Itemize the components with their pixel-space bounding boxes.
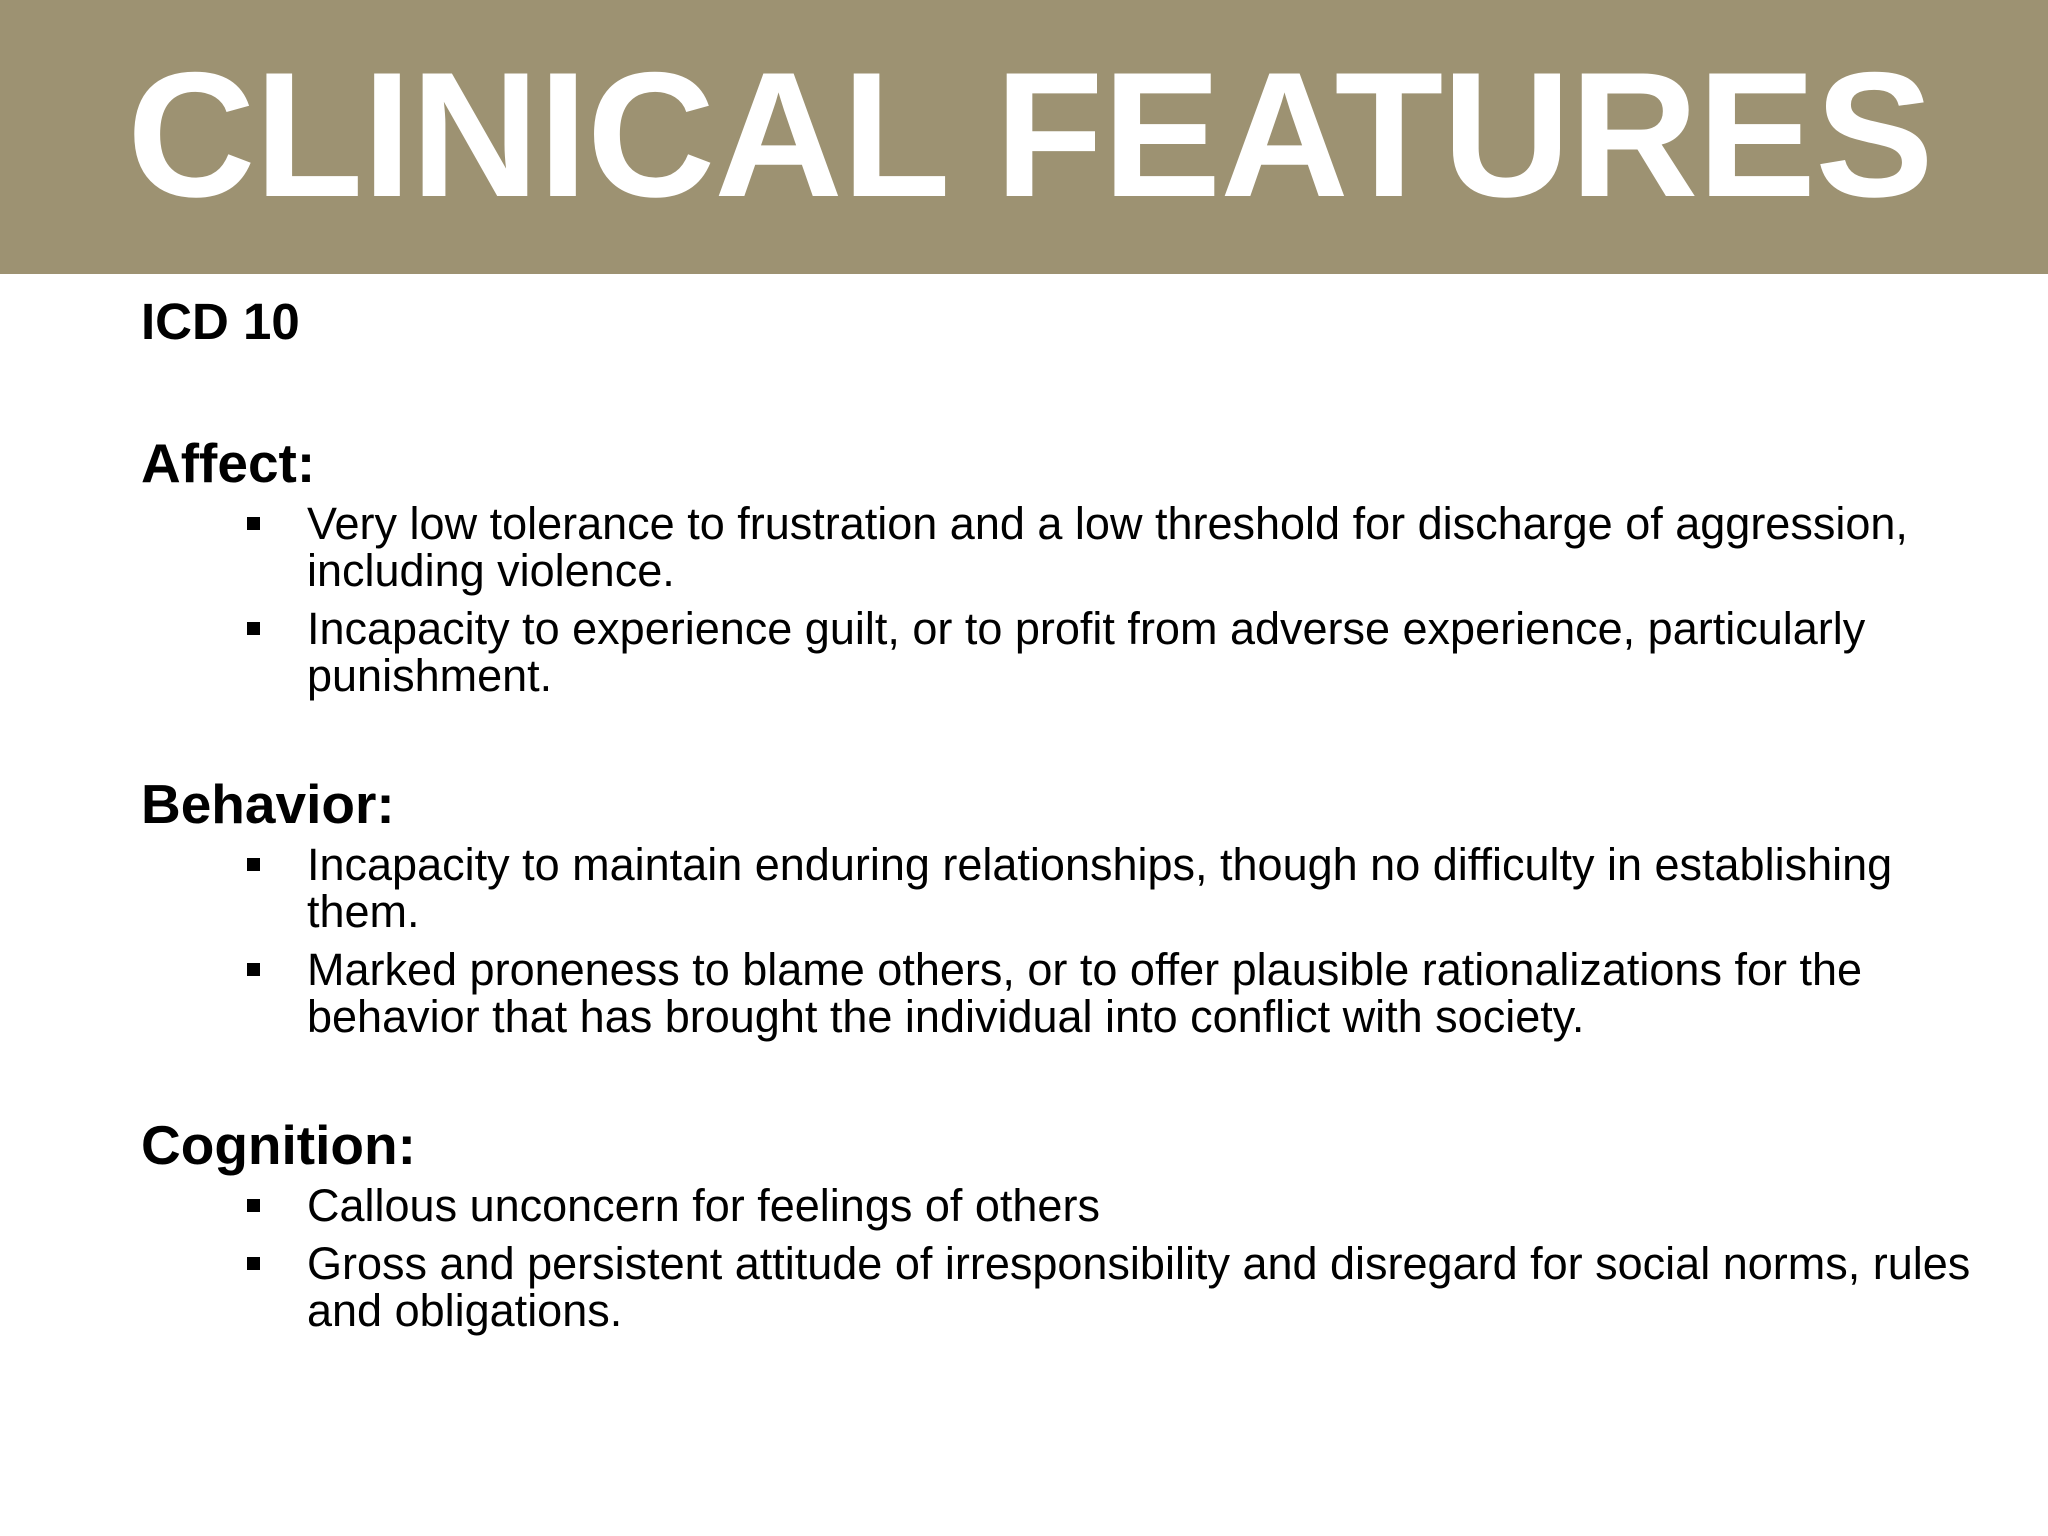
bullet-list [141,500,2001,699]
bullet-list [141,1182,2001,1334]
bullet-text: Incapacity to experience guilt, or to profit from adverse experience, particularly punishment. [307,603,1866,701]
bullet-text: Gross and persistent attitude of irresponsibility and disregard for social norms, rules and obligations. [307,1238,1971,1336]
bullet-item [141,500,2001,594]
section-affect [141,430,2001,699]
section-cognition [141,1112,2001,1334]
section-heading: Behavior: [141,773,395,835]
bullet-text: Incapacity to maintain enduring relationships, though no difficulty in establishing them. [307,839,1893,937]
section-heading: Cognition: [141,1114,416,1176]
title-bar [0,0,2048,274]
bullet-text: Callous unconcern for feelings of others [307,1180,1100,1231]
square-bullet-icon [247,622,260,635]
square-bullet-icon [247,1199,260,1212]
slide-title: CLINICAL FEATURES [127,35,1933,234]
bullet-item [141,1240,2001,1334]
bullet-item [141,841,2001,935]
square-bullet-icon [247,858,260,871]
bullet-text: Marked proneness to blame others, or to offer plausible rationalizations for the behavior that has brought the individual into conflict with society. [307,944,1863,1042]
bullet-item [141,946,2001,1040]
section-behavior [141,771,2001,1040]
section-heading: Affect: [141,432,316,494]
slide-content [141,290,2001,1334]
square-bullet-icon [247,963,260,976]
subtitle: ICD 10 [141,293,300,350]
bullet-text: Very low tolerance to frustration and a low threshold for discharge of aggression, including violence. [307,498,1908,596]
square-bullet-icon [247,517,260,530]
bullet-item [141,1182,2001,1229]
bullet-list [141,841,2001,1040]
bullet-item [141,605,2001,699]
square-bullet-icon [247,1257,260,1270]
